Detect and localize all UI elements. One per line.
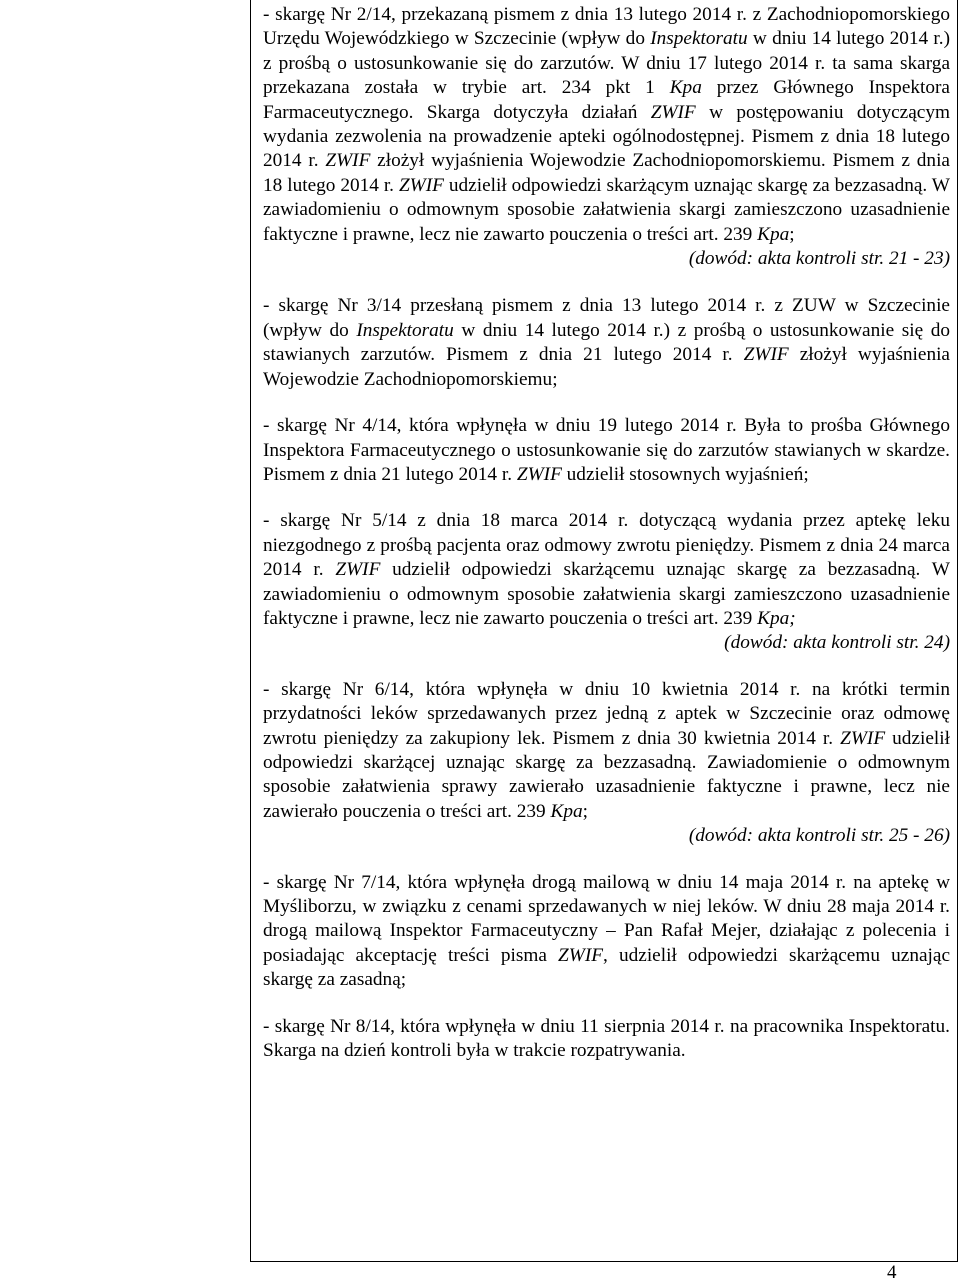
text-run: udzielił odpowiedzi skarżącej uznając skargę za bezzasadną. Zawiadomienie o odmownym sposobie załatwienia sprawy zawierało uzasadnienie faktyczne i prawne, lecz nie zawierało pouczenia o treści art. 239 <box>263 727 950 822</box>
italic-term: ZWIF <box>516 463 562 485</box>
page-number: 4 <box>887 1262 897 1283</box>
text-run: - skargę Nr 6/14, która wpłynęła w dniu 10 kwietnia 2014 r. na krótki termin przydatności leków sprzedawanych przez jedną z aptek w Szczecinie oraz odmowę zwrotu pieniędzy za zakupiony lek. Pismem z dnia 30 kwietnia 2014 r. <box>263 678 950 749</box>
complaint-paragraph <box>263 1015 950 1064</box>
italic-term: Kpa <box>757 223 790 245</box>
italic-term: ZWIF <box>398 174 444 196</box>
text-run: - skargę Nr 8/14, która wpłynęła w dniu 11 sierpnia 2014 r. na pracownika Inspektoratu. Skarga na dzień kontroli była w trakcie rozpatrywania. <box>263 1015 950 1062</box>
evidence-reference: (dowód: akta kontroli str. 21 - 23) <box>688 248 950 270</box>
complaint-entry-5-14 <box>263 509 950 655</box>
complaint-entry-3-14 <box>263 294 950 392</box>
italic-term: Inspektoratu <box>650 28 748 50</box>
text-run: ; <box>582 800 588 822</box>
complaint-paragraph <box>263 678 950 824</box>
text-run: złożył wyjaśnienia Wojewodzie Zachodniopomorskiemu. Pismem z dnia 18 lutego 2014 r. <box>263 150 950 196</box>
italic-term: ZWIF <box>743 344 789 366</box>
text-run: - skargę Nr 5/14 z dnia 18 marca 2014 r. dotyczącą wydania przez aptekę leku niezgodnego z prośbą pacjenta oraz odmowy zwrotu pieniędzy. Pismem z dnia 24 marca 2014 r. <box>263 510 950 581</box>
text-run: , udzielił odpowiedzi skarżącemu uznając skargę za zasadną; <box>263 944 951 991</box>
evidence-reference: (dowód: akta kontroli str. 24) <box>724 632 950 654</box>
italic-term: Kpa <box>669 77 702 99</box>
text-run: - skargę Nr 2/14, przekazaną pismem z dnia 13 lutego 2014 r. z Zachodniopomorskiego Urzędu Wojewódzkiego w Szczecinie (wpływ do <box>263 4 950 50</box>
text-run: - skargę Nr 4/14, która wpłynęła w dniu 19 lutego 2014 r. Była to prośba Głównego Inspektora Farmaceutycznego o ustosunkowanie się do zarzutów stawianych w skardze. Pismem z dnia 21 lutego 2014 r. <box>263 415 950 485</box>
complaint-paragraph <box>263 509 950 631</box>
table-border-right <box>957 0 958 1262</box>
text-run: ; <box>789 223 795 245</box>
italic-term: ZWIF <box>650 101 696 123</box>
complaint-entry-2-14 <box>263 3 950 271</box>
italic-term: ZWIF <box>335 559 381 581</box>
complaint-entry-7-14 <box>263 871 950 993</box>
evidence-reference: (dowód: akta kontroli str. 25 - 26) <box>688 825 950 847</box>
text-run: udzielił odpowiedzi skarżącym uznając skargę za bezzasadną. W zawiadomieniu o odmownym sposobie załatwienia skargi zamieszczono uzasadnienie faktyczne i prawne, lecz nie zawarto pouczenia o treści art. 239 <box>263 174 951 245</box>
table-border-bottom <box>250 1261 958 1262</box>
text-run: w dniu 14 lutego 2014 r.) z prośbą o ustosunkowanie się do zarzutów. W dniu 17 lutego 2014 r. ta sama skarga przekazana została w trybie art. 234 pkt 1 <box>263 28 950 99</box>
table-border-left <box>250 0 251 1262</box>
italic-term: ZWIF <box>840 727 886 749</box>
text-run: udzielił stosownych wyjaśnień; <box>561 463 809 485</box>
complaint-paragraph <box>263 414 950 487</box>
complaint-entry-8-14 <box>263 1015 950 1064</box>
italic-term: Kpa; <box>757 607 796 629</box>
text-run: - skargę Nr 7/14, która wpłynęła drogą mailową w dniu 14 maja 2014 r. na aptekę w Myśliborzu, w związku z cenami sprzedawanych w niej leków. W dniu 28 maja 2014 r. drogą mailową Inspektor Farmaceutyczny – Pan Rafał Mejer, działając z polecenia i posiadając akceptację treści pisma <box>263 871 950 966</box>
text-run: złożył wyjaśnienia Wojewodzie Zachodniopomorskiemu; <box>263 344 950 390</box>
italic-term: Inspektoratu <box>356 319 454 341</box>
italic-term: ZWIF <box>325 150 371 172</box>
italic-term: Kpa <box>550 800 583 822</box>
document-content <box>263 3 950 1063</box>
complaint-paragraph <box>263 871 950 993</box>
text-run: w dniu 14 lutego 2014 r.) z prośbą o ustosunkowanie się do stawianych zarzutów. Pismem z dnia 21 lutego 2014 r. <box>263 319 950 366</box>
complaint-paragraph <box>263 3 950 247</box>
text-run: przez Głównego Inspektora Farmaceutycznego. Skarga dotyczyła działań <box>263 77 950 123</box>
complaint-entry-4-14 <box>263 414 950 487</box>
text-run: udzielił odpowiedzi skarżącemu uznając skargę za bezzasadną. W zawiadomieniu o odmownym sposobie załatwienia skargi zamieszczono uzasadnienie faktyczne i prawne, lecz nie zawarto pouczenia o treści art. 239 <box>263 559 950 629</box>
complaint-entry-6-14 <box>263 678 950 849</box>
complaint-paragraph <box>263 294 950 392</box>
text-run: - skargę Nr 3/14 przesłaną pismem z dnia 13 lutego 2014 r. z ZUW w Szczecinie (wpływ do <box>263 295 950 341</box>
italic-term: ZWIF <box>558 944 604 966</box>
text-run: w postępowaniu dotyczącym wydania zezwolenia na prowadzenie apteki ogólnodostępnej. Pismem z dnia 18 lutego 2014 r. <box>263 101 950 172</box>
